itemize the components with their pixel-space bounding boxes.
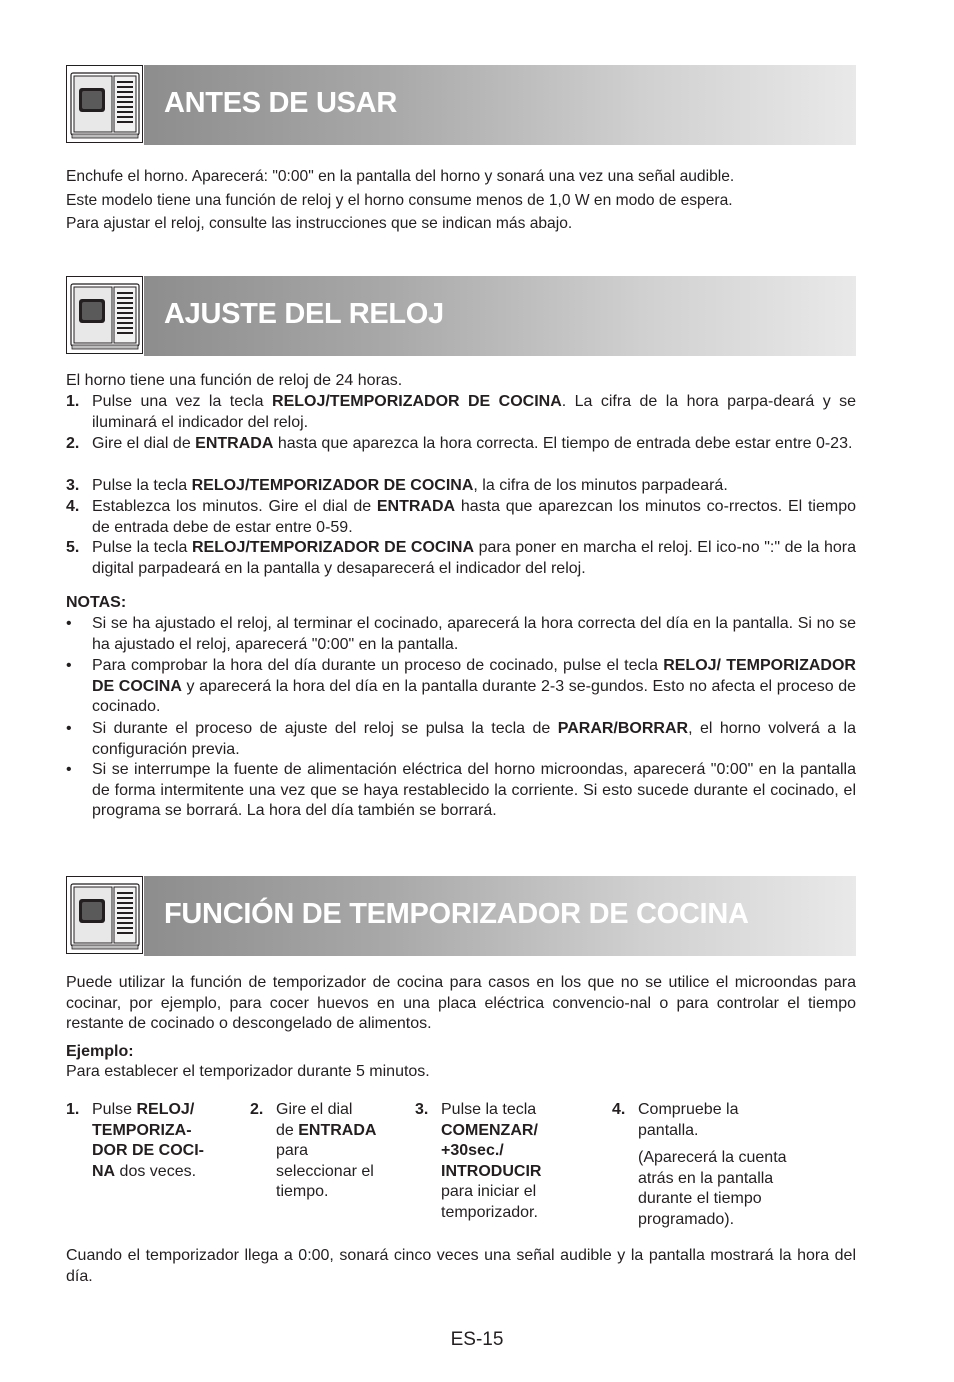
note-text: Para comprobar la hora del día durante un proceso de cocinado, pulse el tecla bbox=[92, 657, 664, 674]
section-title-bar bbox=[144, 65, 856, 145]
step-text: atrás en la pantalla bbox=[638, 1169, 774, 1187]
section-title-bar bbox=[144, 276, 856, 356]
ajuste-step bbox=[66, 538, 856, 579]
note-key: RELOJ/ TEMPORIZADOR DE COCINA bbox=[92, 657, 856, 695]
temporizador-closing: Cuando el temporizador llega a 0:00, sonará cinco veces una señal audible y la pantalla mostrará la hora del día. bbox=[66, 1247, 856, 1285]
step-key: +30sec./ bbox=[441, 1142, 504, 1159]
section-icon-box bbox=[66, 65, 143, 143]
step-number: 2. bbox=[66, 435, 80, 452]
step-text: para iniciar el bbox=[441, 1183, 537, 1200]
antes-line: Enchufe el horno. Aparecerá: "0:00" en la pantalla del horno y sonará una vez una señal audible. bbox=[66, 168, 735, 185]
step-number: 4. bbox=[612, 1101, 626, 1118]
step-key: ENTRADA bbox=[298, 1121, 377, 1139]
antes-line: Para ajustar el reloj, consulte las instrucciones que se indican más abajo. bbox=[66, 215, 573, 232]
step-text: para bbox=[276, 1142, 309, 1159]
step-key: DOR DE COCI- bbox=[92, 1142, 204, 1159]
step-text: tiempo. bbox=[276, 1183, 329, 1200]
step-key: ENTRADA bbox=[376, 498, 456, 515]
section-icon-box bbox=[66, 876, 143, 954]
notes-title: NOTAS: bbox=[66, 594, 127, 611]
step-text: programado). bbox=[638, 1210, 735, 1228]
step-text: pantalla. bbox=[638, 1121, 699, 1139]
section-header-antes bbox=[66, 65, 856, 145]
ajuste-step bbox=[66, 434, 856, 455]
bullet: • bbox=[66, 657, 72, 674]
note-text: Si se interrumpe la fuente de alimentación eléctrica del horno microondas, aparecerá "0:00" en la pantalla de forma intermitente una vez que se haya restablecido la corriente. Si esto sucede durante el cocinado, el programa se borrará. La hora del día también se borrará. bbox=[92, 761, 856, 819]
section-title: ANTES DE USAR bbox=[164, 87, 397, 119]
section-header-ajuste bbox=[66, 276, 856, 356]
note-text: , el horno volverá a la configuración previa. bbox=[92, 720, 856, 758]
step-text: Establezca los minutos. Gire el dial de bbox=[92, 498, 377, 515]
step-number: 4. bbox=[66, 498, 80, 515]
step-text: hasta que aparezca la hora correcta. El tiempo de entrada debe estar entre 0-23. bbox=[273, 435, 853, 452]
step-text: . La cifra de la hora parpa-deará y se iluminará el indicador del reloj. bbox=[92, 393, 857, 431]
step-key: NA bbox=[92, 1162, 116, 1180]
note-item bbox=[66, 719, 856, 760]
ajuste-intro: El horno tiene una función de reloj de 24 horas. bbox=[66, 372, 403, 389]
note-item bbox=[66, 656, 856, 718]
step-number: 1. bbox=[66, 393, 80, 410]
antes-line: Este modelo tiene una función de reloj y el horno consume menos de 1,0 W en modo de espera. bbox=[66, 191, 733, 209]
note-text: y aparecerá la hora del día en la pantalla durante 2-3 se-gundos. Esto no afecta el proceso de cocinado. bbox=[92, 677, 856, 715]
step-text: temporizador. bbox=[441, 1203, 538, 1221]
step-text: Pulse bbox=[92, 1101, 137, 1118]
ajuste-step bbox=[66, 497, 856, 538]
microwave-icon bbox=[70, 72, 140, 140]
step-key: ENTRADA bbox=[195, 435, 274, 452]
step-text: Pulse la tecla bbox=[92, 477, 192, 494]
step-key: RELOJ/TEMPORIZADOR DE COCINA bbox=[191, 477, 474, 494]
section-title-bar bbox=[144, 876, 856, 956]
section-header-temporizador bbox=[66, 876, 856, 956]
step-text: seleccionar el bbox=[276, 1162, 374, 1180]
step-text: hasta que aparezcan los minutos co-rrectos. El tiempo de entrada debe de estar entre 0-59. bbox=[92, 498, 856, 536]
step-number: 1. bbox=[66, 1101, 80, 1118]
step-key: RELOJ/ bbox=[136, 1101, 195, 1118]
note-text: Si se ha ajustado el reloj, al terminar el cocinado, aparecerá la hora correcta del día en la pantalla. Si no se ha ajustado el reloj, aparecerá "0:00" en la pantalla. bbox=[92, 615, 856, 653]
section-icon-box bbox=[66, 276, 143, 354]
step-number: 5. bbox=[66, 539, 80, 556]
note-text: Si durante el proceso de ajuste del reloj se pulsa la tecla de bbox=[92, 720, 558, 737]
step-key: TEMPORIZA- bbox=[92, 1121, 192, 1139]
note-item bbox=[66, 760, 856, 822]
step-text: , la cifra de los minutos parpadeará. bbox=[473, 477, 728, 494]
step-text: (Aparecerá la cuenta bbox=[638, 1149, 787, 1166]
page-number: ES-15 bbox=[450, 1329, 504, 1350]
antes-body bbox=[66, 165, 866, 236]
microwave-icon bbox=[70, 883, 140, 951]
section-title: FUNCIÓN DE TEMPORIZADOR DE COCINA bbox=[164, 898, 749, 930]
step-text: durante el tiempo bbox=[638, 1190, 762, 1207]
step-text: Gire el dial bbox=[276, 1101, 353, 1118]
step-number: 3. bbox=[66, 477, 80, 494]
microwave-icon bbox=[70, 283, 140, 351]
step-text: Compruebe la bbox=[638, 1101, 739, 1118]
step-text: de bbox=[276, 1121, 299, 1139]
step-number: 3. bbox=[415, 1101, 429, 1118]
note-key: PARAR/BORRAR bbox=[557, 720, 689, 737]
bullet: • bbox=[66, 761, 72, 778]
example-title: Ejemplo: bbox=[66, 1043, 134, 1060]
example-text: Para establecer el temporizador durante 5 minutos. bbox=[66, 1063, 430, 1080]
step-text: Pulse la tecla bbox=[92, 539, 192, 556]
bullet: • bbox=[66, 720, 72, 737]
step-text: Pulse una vez la tecla bbox=[92, 393, 273, 410]
step-key: COMENZAR/ bbox=[441, 1121, 538, 1139]
section-title: AJUSTE DEL RELOJ bbox=[164, 298, 444, 330]
step-number: 2. bbox=[250, 1101, 264, 1118]
step-text: dos veces. bbox=[115, 1162, 197, 1180]
bullet: • bbox=[66, 615, 72, 632]
step-key: RELOJ/TEMPORIZADOR DE COCINA bbox=[272, 393, 562, 410]
step-key: RELOJ/TEMPORIZADOR DE COCINA bbox=[192, 539, 475, 556]
step-text: para poner en marcha el reloj. El ico-no ":" de la hora digital parpadeará en la pantalla y desaparecerá el indicador del reloj. bbox=[92, 539, 857, 577]
note-item bbox=[66, 614, 856, 655]
ajuste-step bbox=[66, 476, 856, 497]
step-text: Gire el dial de bbox=[92, 435, 196, 452]
step-key: INTRODUCIR bbox=[441, 1162, 542, 1180]
step-text: Pulse la tecla bbox=[441, 1101, 537, 1118]
ajuste-step bbox=[66, 392, 856, 433]
temporizador-intro: Puede utilizar la función de temporizador de cocina para casos en los que no se utilice el microondas para cocinar, por ejemplo, para cocer huevos en una placa eléctrica convencio-nal o para controlar el tiempo restante de cocinado o descongelado de alimentos. bbox=[66, 974, 856, 1032]
